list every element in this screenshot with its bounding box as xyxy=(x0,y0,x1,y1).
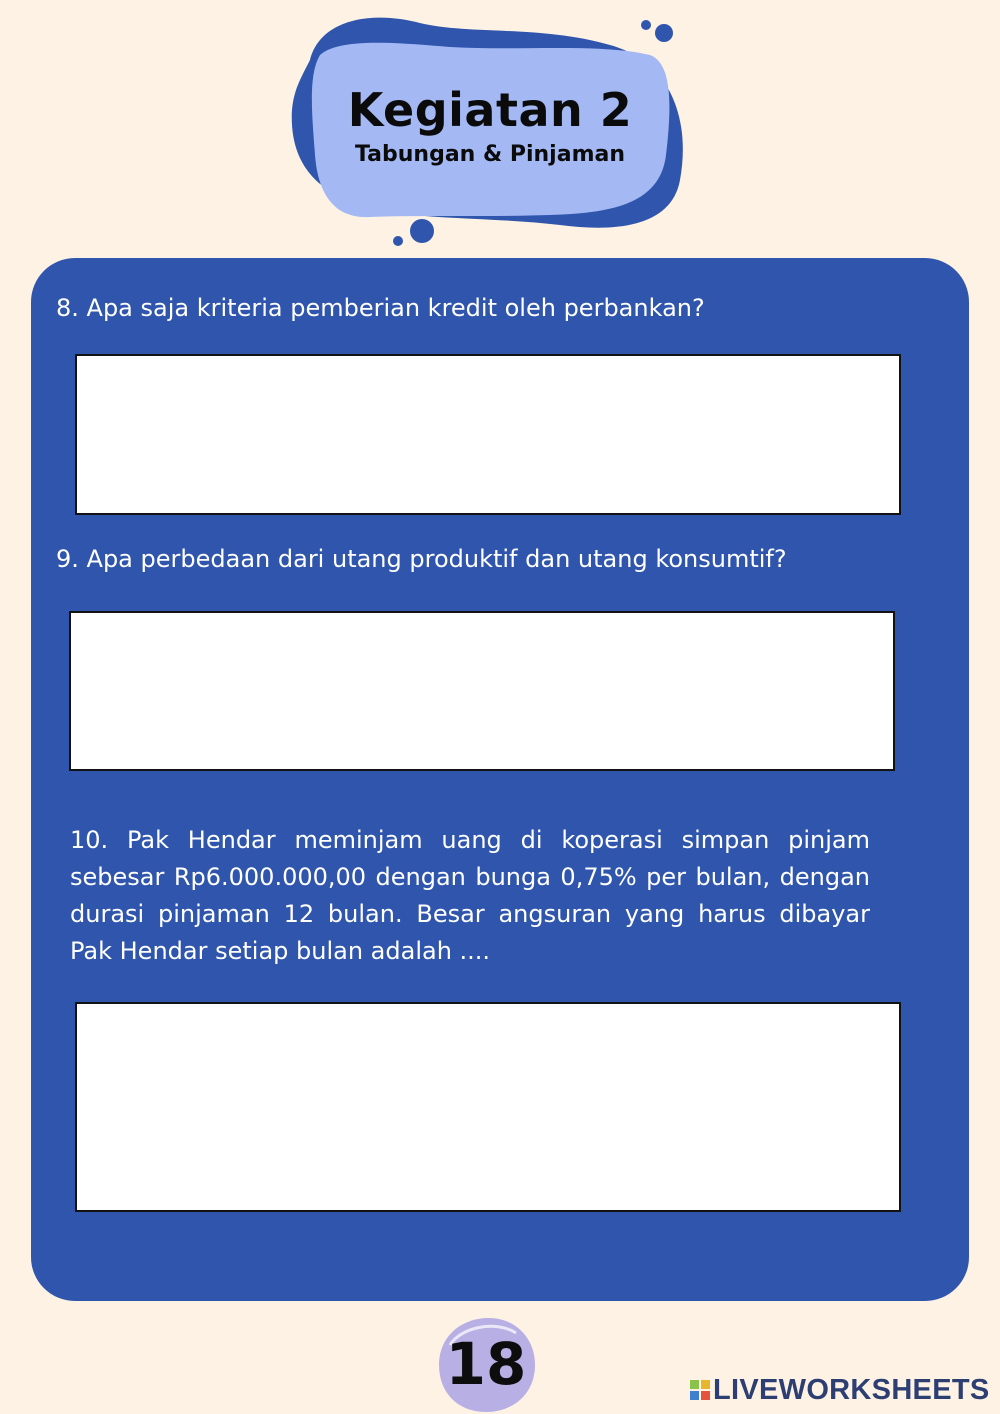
page-subtitle: Tabungan & Pinjaman xyxy=(355,142,625,167)
page-number: 18 xyxy=(445,1330,527,1398)
brand-name: LIVEWORKSHEETS xyxy=(713,1373,990,1406)
question-8: 8. Apa saja kriteria pemberian kredit oleh perbankan? xyxy=(56,294,705,322)
liveworksheets-brand xyxy=(690,1372,990,1408)
page-title: Kegiatan 2 xyxy=(347,83,633,137)
liveworksheets-logo-icon xyxy=(690,1380,710,1400)
answer-box-9[interactable] xyxy=(69,611,895,771)
answer-box-10[interactable] xyxy=(75,1002,901,1212)
header xyxy=(310,82,670,170)
question-9: 9. Apa perbedaan dari utang produktif dan utang konsumtif? xyxy=(56,545,787,573)
question-10: 10. Pak Hendar meminjam uang di koperasi simpan pinjam sebesar Rp6.000.000,00 dengan bunga 0,75% per bulan, dengan durasi pinjaman 12 bulan. Besar angsuran yang harus dibayar Pak Hendar setiap bulan adalah .... xyxy=(70,826,870,965)
answer-box-8[interactable] xyxy=(75,354,901,515)
